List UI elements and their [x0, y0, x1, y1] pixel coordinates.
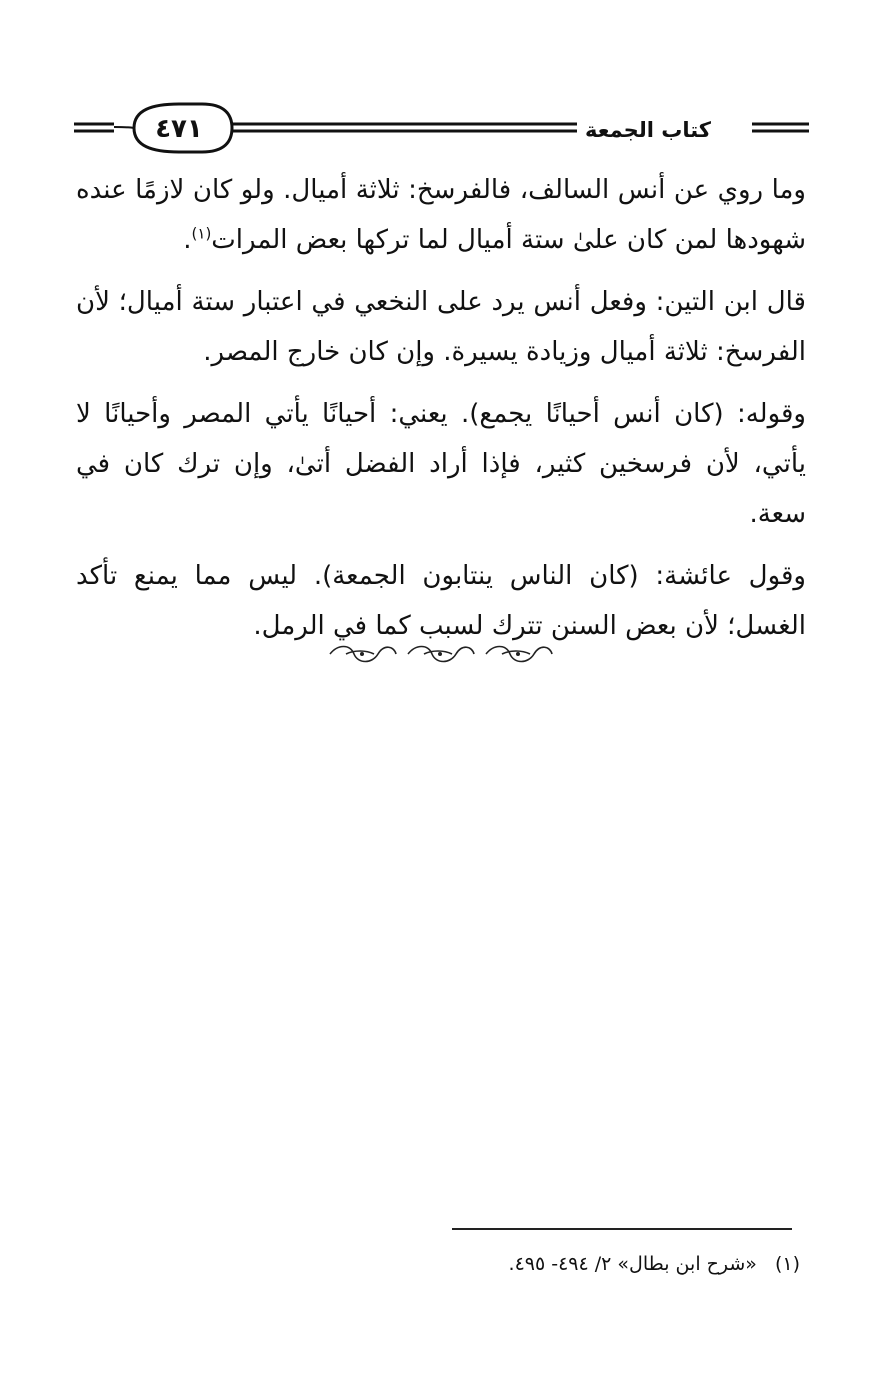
paragraph [76, 277, 806, 377]
paragraph-text: وما روي عن أنس السالف، فالفرسخ: ثلاثة أميال. ولو كان لازمًا عنده شهودها لمن كان علىٰ ستة أميال لما تركها بعض المرات [76, 175, 806, 255]
section-end-ornament [320, 640, 560, 668]
footnote-reference: (١) [191, 224, 212, 243]
page-number: ٤٧١ [155, 114, 203, 144]
footnote-marker: (١) [774, 1253, 800, 1275]
paragraph [76, 389, 806, 539]
paragraph-text: قال ابن التين: وفعل أنس يرد على النخعي في اعتبار ستة أميال؛ لأن الفرسخ: ثلاثة أميال وزيادة يسيرة. وإن كان خارج المصر. [76, 287, 806, 367]
footnote [300, 1244, 800, 1284]
running-header [74, 96, 809, 166]
paragraph [76, 165, 806, 265]
paragraph-tail: . [183, 225, 192, 255]
footnote-separator [452, 1228, 792, 1230]
chapter-title: كتاب الجمعة [577, 112, 719, 148]
footnote-text: «شرح ابن بطال» ٢/ ٤٩٤- ٤٩٥. [508, 1253, 757, 1275]
paragraph [76, 551, 806, 651]
main-text [76, 165, 806, 663]
paragraph-text: وقوله: (كان أنس أحيانًا يجمع). يعني: أحيانًا يأتي المصر وأحيانًا لا يأتي، لأن فرسخين كثير، فإذا أراد الفضل أتىٰ، وإن ترك كان في سعة. [76, 399, 806, 529]
paragraph-text: وقول عائشة: (كان الناس ينتابون الجمعة). ليس مما يمنع تأكد الغسل؛ لأن بعض السنن تترك لسبب كما في الرمل. [76, 561, 806, 641]
